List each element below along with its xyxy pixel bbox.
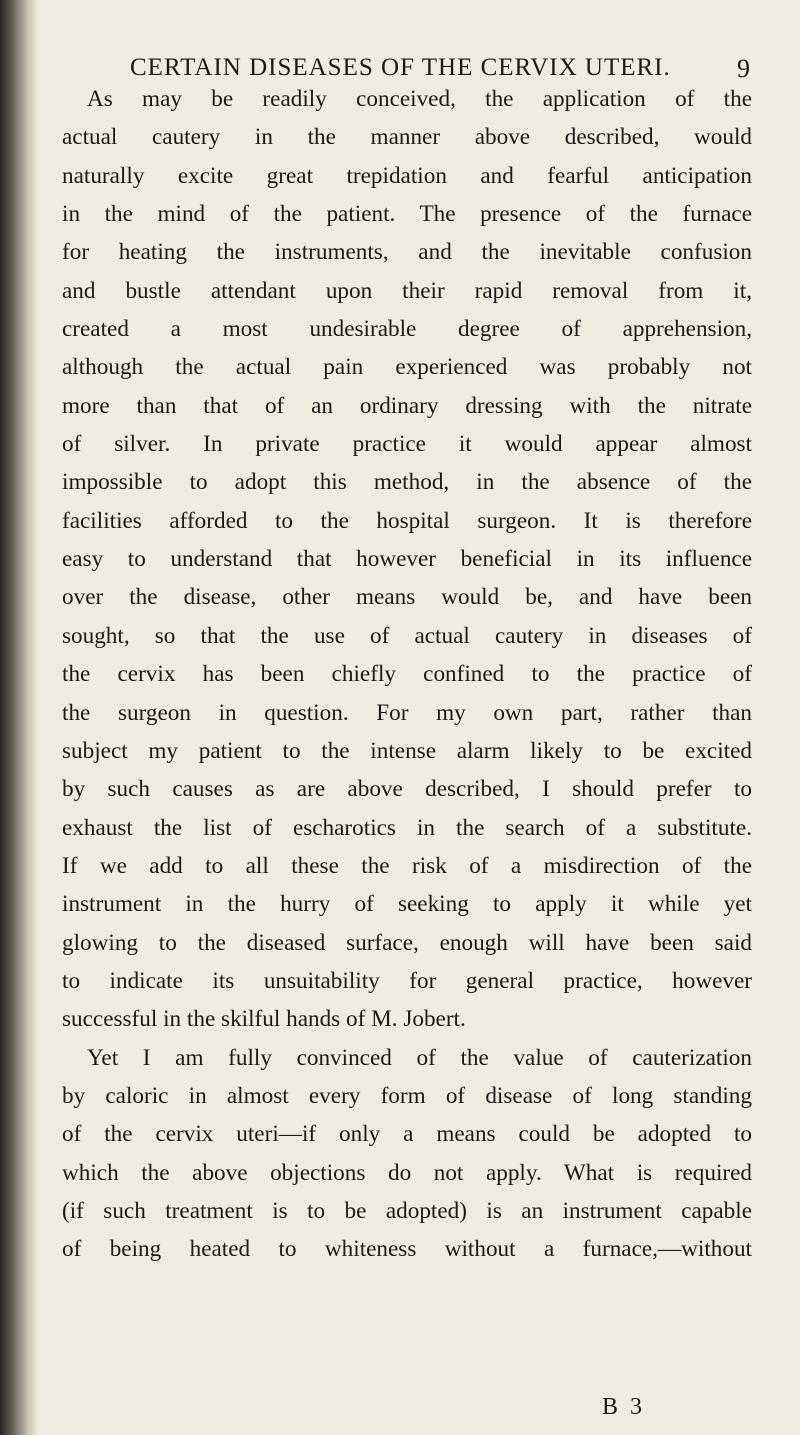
text-line: subject my patient to the intense alarm likely to be excited <box>62 737 752 764</box>
text-line: glowing to the diseased surface, enough will have been said <box>62 929 752 956</box>
body-text <box>62 80 752 1269</box>
text-line: As may be readily conceived, the application of the <box>87 86 752 112</box>
text-line: If we add to all these the risk of a misdirection of the <box>62 852 752 879</box>
text-line: Yet I am fully convinced of the value of cauterization <box>87 1044 752 1071</box>
text-line: by such causes as are above described, I should prefer to <box>62 776 752 803</box>
text-line: (if such treatment is to be adopted) is an instrument capable <box>62 1197 752 1224</box>
text-line: instrument in the hurry of seeking to apply it while yet <box>62 891 752 918</box>
text-line: by caloric in almost every form of disease of long standing <box>62 1082 752 1109</box>
text-line: for heating the instruments, and the inevitable confusion <box>62 239 752 266</box>
text-line: easy to understand that however beneficial in its influence <box>62 546 752 573</box>
text-line: of silver. In private practice it would appear almost <box>62 431 752 458</box>
text-line: more than that of an ordinary dressing with the nitrate <box>62 392 752 419</box>
text-line: successful in the skilful hands of M. Jobert. <box>62 1006 466 1033</box>
signature-mark: B 3 <box>602 1394 646 1420</box>
running-head: CERTAIN DISEASES OF THE CERVIX UTERI. <box>130 54 671 81</box>
text-line: sought, so that the use of actual cautery in diseases of <box>62 622 752 649</box>
text-line: naturally excite great trepidation and fearful anticipation <box>62 162 752 189</box>
text-line: although the actual pain experienced was probably not <box>62 354 752 381</box>
text-line: the surgeon in question. For my own part, rather than <box>62 699 752 726</box>
text-line: facilities afforded to the hospital surgeon. It is therefore <box>62 507 752 534</box>
text-line: actual cautery in the manner above described, would <box>62 124 752 151</box>
text-line: created a most undesirable degree of apprehension, <box>62 316 752 343</box>
text-line: of the cervix uteri—if only a means could be adopted to <box>62 1121 752 1148</box>
text-line: which the above objections do not apply. What is required <box>62 1159 752 1186</box>
book-binding-shadow <box>0 0 30 1435</box>
text-line: in the mind of the patient. The presence of the furnace <box>62 201 752 228</box>
text-line: of being heated to whiteness without a furnace,—without <box>62 1236 752 1263</box>
page-number: 9 <box>737 54 750 83</box>
text-line: exhaust the list of escharotics in the search of a substitute. <box>62 814 752 841</box>
text-line: impossible to adopt this method, in the absence of the <box>62 469 752 496</box>
page-gutter <box>30 0 38 1435</box>
text-line: over the disease, other means would be, and have been <box>62 584 752 611</box>
text-line: to indicate its unsuitability for general practice, however <box>62 967 752 994</box>
text-line: and bustle attendant upon their rapid removal from it, <box>62 277 752 304</box>
text-line: the cervix has been chiefly confined to the practice of <box>62 661 752 688</box>
